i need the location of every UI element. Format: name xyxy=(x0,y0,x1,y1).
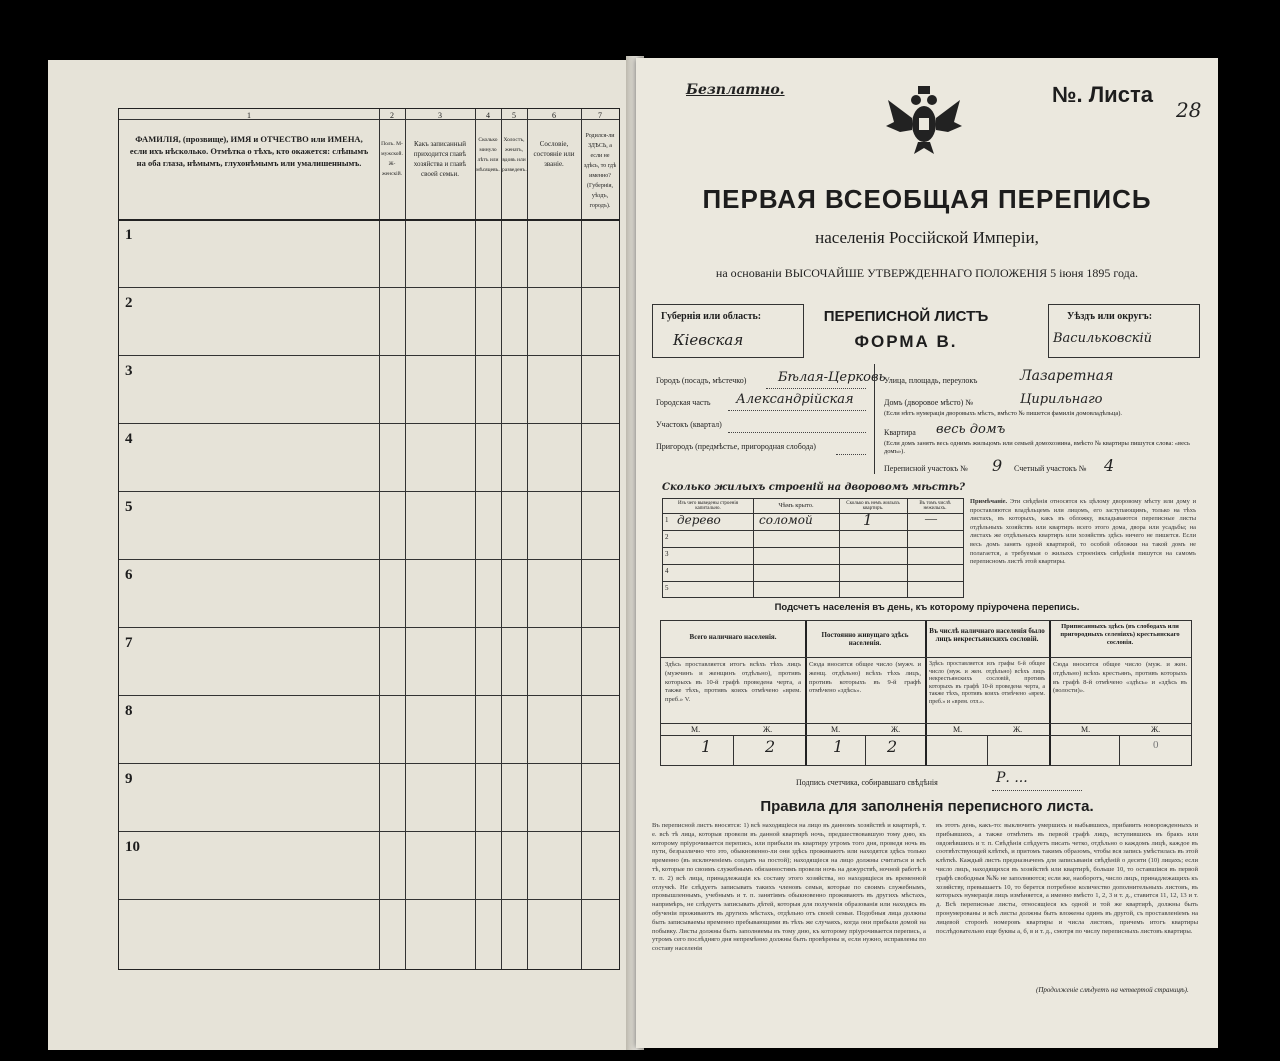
table-row-divider xyxy=(119,899,619,900)
column-divider xyxy=(581,109,582,969)
document-title: ПЕРВАЯ ВСЕОБЩАЯ ПЕРЕПИСЬ xyxy=(702,184,1152,214)
table-row-divider xyxy=(119,831,619,832)
district-value: Васильковскій xyxy=(1053,331,1153,346)
table-row-divider xyxy=(119,287,619,288)
column-divider xyxy=(379,109,380,969)
count-district-value: 4 xyxy=(1104,456,1115,475)
count-col-1-head: Всего наличнаго населенія. xyxy=(689,633,777,641)
female-label: Ж. xyxy=(891,725,901,734)
male-label: М. xyxy=(953,725,963,734)
house-note: (Если нѣтъ нумерація дворовыхъ мѣстъ, вмѣсто № пишется фамилія домовладѣльца). xyxy=(884,410,1123,417)
imperial-eagle-icon xyxy=(884,78,964,158)
census-district-value: 9 xyxy=(992,456,1003,475)
count-col-4-head: Приписанныхъ здѣсь (въ слободахъ или пригородныхъ селеніяхъ) крестьянскаго сословія. xyxy=(1060,623,1180,646)
province-box xyxy=(652,304,804,358)
row-number: 8 xyxy=(125,703,133,719)
count-col-2-body: Сюда вносится общее число (мужч. и женщ. отдѣльно) всѣхъ тѣхъ лицъ, противъ которыхъ въ 9-й графѣ отмѣчено «здѣсь». xyxy=(809,661,921,695)
count-district-label: Счетный участокъ № xyxy=(1014,464,1087,473)
row-number: 9 xyxy=(125,771,133,787)
apartment-label: Квартира xyxy=(884,428,916,437)
column-header-marital: Холостъ, женатъ, вдовъ или разведенъ. xyxy=(502,137,527,173)
buildings-row-material: дерево xyxy=(677,513,721,527)
count-permanent-female: 2 xyxy=(887,737,898,756)
buildings-header-other: Въ томъ числѣ нежилыхъ. xyxy=(919,501,951,511)
buildings-row-other: — xyxy=(925,511,937,525)
form-letter: ФОРМА В. xyxy=(854,332,958,351)
count-total-male: 1 xyxy=(701,737,712,756)
row-number: 7 xyxy=(125,635,133,651)
document-subtitle: населенія Россійской Имперіи, xyxy=(815,228,1039,247)
apartment-value: весь домъ xyxy=(936,422,1006,437)
column-header-birthplace: Родился-ли ЗДѢСЬ, а если не здѣсь, то гдѣ именно? (Губернія, уѣздъ, городъ). xyxy=(583,133,617,209)
city-value: Бѣлая-Церковь xyxy=(778,370,886,385)
count-permanent-male: 1 xyxy=(833,737,844,756)
note-block xyxy=(970,498,1196,567)
buildings-row-number: 1 xyxy=(665,516,669,524)
male-label: М. xyxy=(691,725,701,734)
signature-label: Подпись счетчика, собиравшаго свѣдѣнія xyxy=(796,778,938,787)
count-col-2-head: Постоянно живущаго здѣсь населенія. xyxy=(821,631,909,647)
buildings-table xyxy=(662,498,964,598)
census-table xyxy=(118,108,620,970)
city-part-label: Городская часть xyxy=(656,398,711,407)
buildings-header-count: Сколько въ немъ жилыхъ квартиръ. xyxy=(846,501,900,511)
table-row-divider xyxy=(119,695,619,696)
count-col-1-body: Здѣсь проставляется итогъ всѣхъ тѣхъ лицъ (мужчинъ и женщинъ отдѣльно), противъ которыхъ въ 10-й графѣ проведена черта, а также тѣхъ, противъ коихъ отмѣчено «врем. преб.» V. xyxy=(665,661,801,704)
apartment-note: (Если домъ занятъ весь однимъ жильцомъ или семьей домохозяина, вмѣсто № квартиры пишутся слова: «весь домъ»). xyxy=(884,440,1190,455)
house-value: Цирильнаго xyxy=(1020,392,1103,407)
form-title: ПЕРЕПИСНОЙ ЛИСТЪ xyxy=(823,308,989,325)
table-row-divider xyxy=(119,491,619,492)
row-number: 3 xyxy=(125,363,133,379)
buildings-row-number: 2 xyxy=(665,533,669,541)
buildings-row-count: 1 xyxy=(863,511,873,529)
street-label: Улица, площадь, переулокъ xyxy=(884,376,978,385)
rules-left-column: Въ переписной листъ вносятся: 1) всѣ находящіеся на лицо въ данномъ хозяйствѣ и квартирѣ, т. е. всѣ тѣ лица, которыя провели въ данной квартирѣ ночь, предшествовавшую тому дню, къ которому пріурочивается перепись, или прибыли въ квартиру утромъ того дня, проведя ночь въ пути, безразлично что это, обыкновенно-ли они здѣсь проживаютъ или находятся здѣсь только временно (въ исключеніемъ солдатъ на постой); находящіеся на лицо должны считаться и всѣ тѣ, которые по своимъ служебнымъ обязанностямъ провели ночь на дежурствѣ, ночной работѣ и т. п. 2) всѣ лица, принадлежащія къ составу этого хозяйства, но находящіеся въ временной отлучкѣ. Не слѣдуетъ записывать такихъ членовъ семьи, которые по своимъ служебнымъ, промышленнымъ, учебнымъ и т. п. занятіямъ обыкновенно проживаютъ въ другихъ мѣстахъ, напримѣръ, не слѣдуетъ записывать дѣтей, которыя для полученія образованія или находясь въ обученіи проживаютъ въ другихъ мѣстахъ, отдѣльно отъ своей семьи. Подобныя лица должны быть записываемы временно пребывающими въ тѣхъ же случаяхъ, когда они прибыли домой на побывку. Листы должны быть заполняемы въ тому дню, къ которому пріурочивается перепись, а утромъ сего послѣдняго дня непремѣнно должны быть провѣрены и, если нужно, исправлены по составу населенія xyxy=(652,822,926,953)
document-basis: на основаніи ВЫСОЧАЙШЕ УТВЕРЖДЕННАГО ПОЛОЖЕНІЯ 5 іюня 1895 года. xyxy=(715,266,1139,280)
column-number-6: 6 xyxy=(552,111,556,120)
buildings-header-roof: Чѣмъ крыто. xyxy=(778,502,814,509)
province-label: Губернія или область: xyxy=(661,311,762,322)
rules-continued-note: (Продолженіе слѣдуетъ на четвертой страницѣ). xyxy=(1036,986,1189,994)
buildings-row-number: 5 xyxy=(665,584,669,592)
count-col-3-head: Въ числѣ наличнаго населенія было лицъ некрестьянскихъ сословій. xyxy=(929,627,1045,643)
province-value: Кіевская xyxy=(673,331,744,349)
suburb-label: Пригородъ (предмѣстье, пригородная слобода) xyxy=(656,442,816,451)
sheet-number-value: 28 xyxy=(1176,98,1202,122)
buildings-question: Сколько жилыхъ строеній на дворовомъ мѣстѣ? xyxy=(662,482,965,493)
column-divider xyxy=(475,109,476,969)
column-header-sex: Полъ. М-мужской. Ж-женскій. xyxy=(381,141,403,177)
male-label: М. xyxy=(1081,725,1091,734)
population-count-table xyxy=(660,620,1192,766)
buildings-row-number: 3 xyxy=(665,550,669,558)
census-district-label: Переписной участокъ № xyxy=(884,464,968,473)
house-label: Домъ (дворовое мѣсто) № xyxy=(884,398,973,407)
column-number-2: 2 xyxy=(390,111,394,120)
column-header-estate: Сословіе, состояніе или званіе. xyxy=(533,140,575,168)
signature-value: Р. ... xyxy=(996,770,1028,786)
buildings-header-material: Изъ чего выведены строенія капитально. xyxy=(677,501,739,511)
column-number-5: 5 xyxy=(512,111,516,120)
table-row-divider xyxy=(119,355,619,356)
count-title: Подсчетъ населенія въ день, къ которому пріурочена перепись. xyxy=(774,602,1080,613)
table-row-divider xyxy=(119,423,619,424)
city-label: Городъ (посадъ, мѣстечко) xyxy=(656,376,747,385)
sheet-number-label: №. Листа xyxy=(1052,82,1153,107)
free-label: Безплатно. xyxy=(686,82,785,98)
city-part-value: Александрійская xyxy=(736,392,854,407)
table-row-divider xyxy=(119,627,619,628)
note-text: Эти свѣдѣнія относятся къ цѣлому дворовому мѣсту или дому и проставляются владѣльцемъ или лицомъ, его заступающимъ, только на тѣхъ листахъ, въ которыхъ, какъ въ обложку, вкладываются переписные листы отдѣльныхъ хозяйствъ или квартиръ всего этого дома, двора или усадьбы; на листахъ же отдѣльныхъ квартиръ или хозяйствъ здѣсь ничего не пишется. Если весь домъ занять одной квартирой, то особой обложки на такой домъ не полагается, а требуемыя о жилыхъ строеніяхъ свѣдѣнія пишутся на самомъ переписномъ листѣ этой квартиры. xyxy=(970,498,1196,566)
column-divider xyxy=(527,109,528,969)
column-divider xyxy=(501,109,502,969)
row-number: 1 xyxy=(125,227,133,243)
column-number-1: 1 xyxy=(247,111,251,120)
column-header-name: ФАМИЛІЯ, (прозвище), ИМЯ и ОТЧЕСТВО или ИМЕНА, если ихъ нѣсколько. Отмѣтка о тѣхъ, кто окажется: слѣпымъ на оба глаза, нѣмымъ, глухонѣмымъ или умалишеннымъ. xyxy=(129,134,369,168)
count-peasant-female: 0 xyxy=(1153,739,1159,751)
header-bottom-line xyxy=(119,219,619,221)
table-row-divider xyxy=(119,559,619,560)
column-number-7: 7 xyxy=(598,111,602,120)
row-number: 10 xyxy=(125,839,140,855)
row-number: 5 xyxy=(125,499,133,515)
buildings-row-number: 4 xyxy=(665,567,669,575)
plot-label: Участокъ (квартал) xyxy=(656,420,722,429)
right-page xyxy=(636,58,1218,1048)
district-label: Уѣздъ или округъ: xyxy=(1067,311,1153,322)
rules-title: Правила для заполненія переписного листа. xyxy=(760,798,1094,815)
column-divider xyxy=(405,109,406,969)
column-number-3: 3 xyxy=(438,111,442,120)
female-label: Ж. xyxy=(1013,725,1023,734)
column-header-age: Сколько минуло лѣтъ или мѣсяцевъ. xyxy=(476,137,500,173)
left-page xyxy=(48,60,636,1050)
street-value: Лазаретная xyxy=(1020,368,1114,384)
district-box xyxy=(1048,304,1200,358)
row-number: 2 xyxy=(125,295,133,311)
table-row-divider xyxy=(119,763,619,764)
note-title: Примѣчаніе. xyxy=(970,498,1008,505)
female-label: Ж. xyxy=(1151,725,1161,734)
row-number: 6 xyxy=(125,567,133,583)
male-label: М. xyxy=(831,725,841,734)
count-col-4-body: Сюда вносится общее число (муж. и жен. отдѣльно) всѣхъ крестьянъ, противъ которыхъ въ графѣ 8-й отмѣчено «здѣсь» и «здѣсь въ (волости)». xyxy=(1053,661,1187,695)
column-header-relation: Какъ записанный приходится главѣ хозяйства и главѣ своей семьи. xyxy=(413,140,467,178)
female-label: Ж. xyxy=(763,725,773,734)
buildings-row-roof: соломой xyxy=(759,513,813,527)
count-col-3-body: Здѣсь проставляется изъ графы 6-й общее число (муж. и жен. отдѣльно) всѣхъ лицъ некрестьянскихъ сословій, противъ которыхъ въ графѣ 10-й проведена черта, а также тѣхъ, противъ коихъ отмѣчено «врем. преб.» и «врем. отл.». xyxy=(929,661,1045,705)
column-number-4: 4 xyxy=(486,111,490,120)
rules-right-column: въ этотъ день, какъ-то: выключить умершихъ и выбывшихъ, прибавить новорожденныхъ и прибывшихъ, а также отмѣтить въ первой графѣ лицъ, вступившихъ въ бракъ или овдовѣвшихъ и т. п. Свѣдѣнія слѣдуетъ писать четко, отдѣльно о каждомъ лицѣ, каждое въ соотвѣтствующей клѣткѣ, и притомъ такимъ образомъ, чтобы вся запись умѣстилась въ этой клѣткѣ. Каждый листъ предназначенъ для записыванія свѣдѣній о десяти (10) лицахъ; если число лицъ, находящихся въ хозяйствѣ или квартирѣ, больше 10, то оставшіяся въ первой графѣ свободныя №№ не заполняются; если же, наоборотъ, число лицъ, принадлежащихъ къ хозяйству, превышаетъ 10, то берется потребное количество дополнительныхъ листовъ, въ которыхъ нумерація лицъ измѣняется, а именно вмѣсто 1, 2, 3 и т. д., ставится 11, 12, 13 и т. д. Всѣ переписные листы, относящіеся къ одной и той же квартирѣ, должны быть пронумерованы и всѣ листы должны быть вложены одинъ въ другой, съ проставленіемъ на лицевой сторонѣ номеровъ квартиры и числа листовъ, причемъ итогъ квартиры послѣдовательно еще буквы а, б, в и т. д., смотря по числу переписныхъ листовъ квартиры. xyxy=(936,822,1198,935)
row-number: 4 xyxy=(125,431,133,447)
count-total-female: 2 xyxy=(765,737,776,756)
